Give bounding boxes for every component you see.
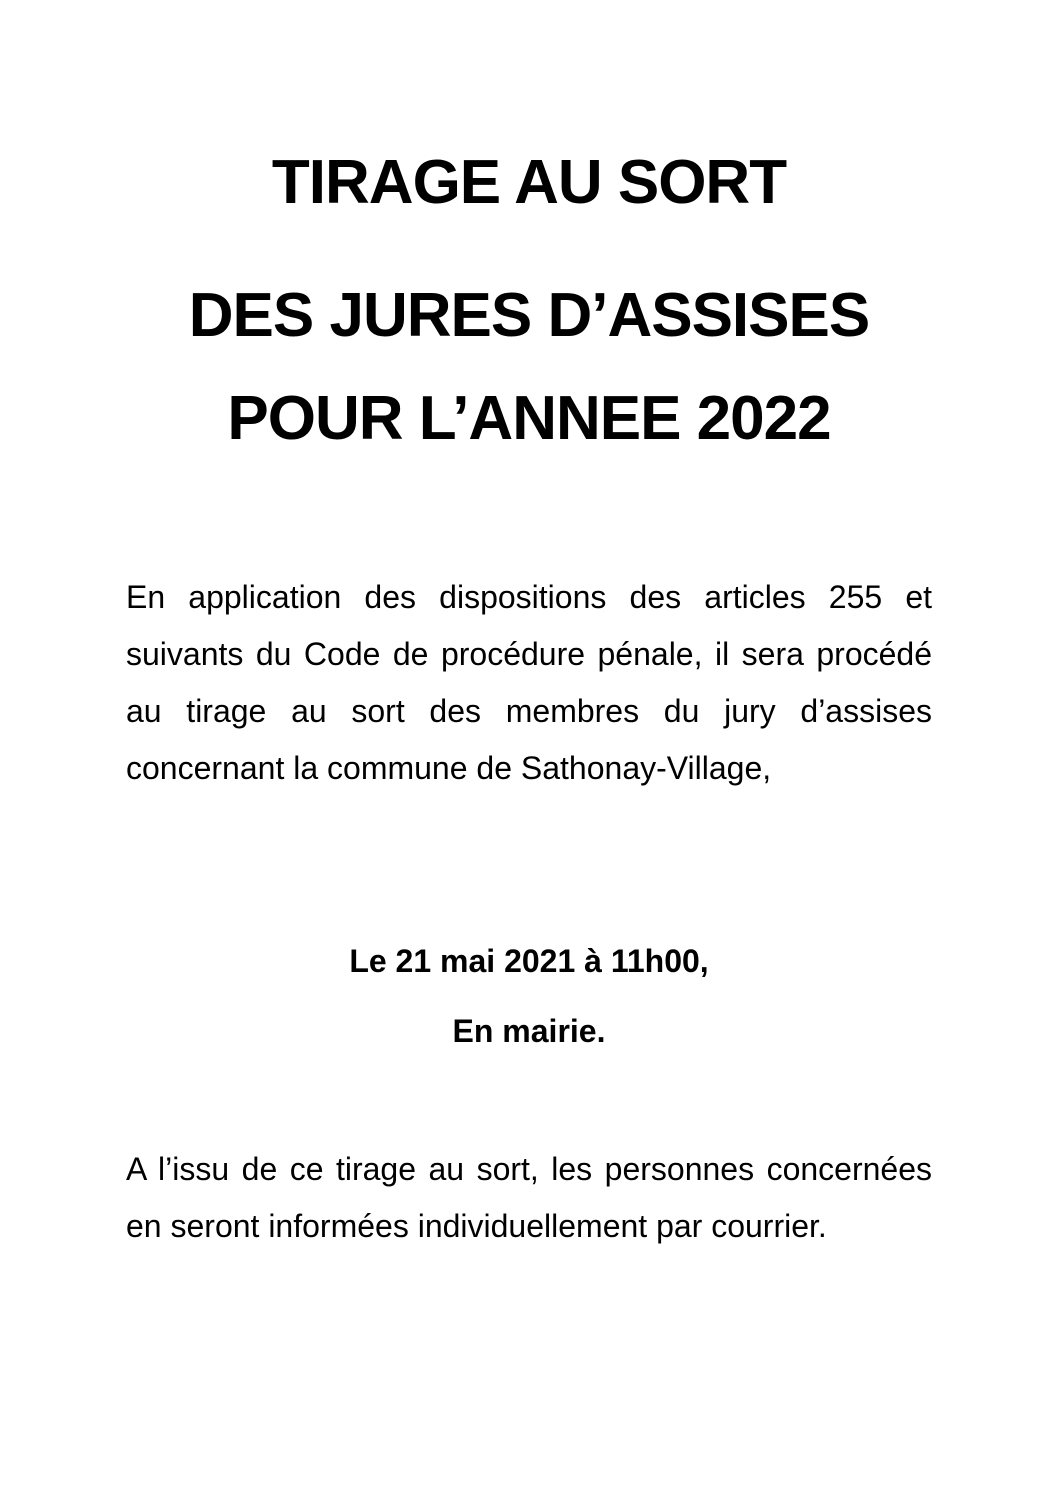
title-line-2: DES JURES D’ASSISES (188, 281, 870, 350)
event-date: Le 21 mai 2021 à 11h00, (349, 943, 709, 979)
outcome-paragraph: A l’issu de ce tirage au sort, les personnes concernées en seront informées individuellement par courrier. (126, 1151, 932, 1244)
event-place: En mairie. (452, 1013, 606, 1049)
title-line-1: TIRAGE AU SORT (271, 148, 787, 217)
intro-paragraph: En application des dispositions des articles 255 et suivants du Code de procédure pénale, il sera procédé au tirage au sort des membres du jury d’assises concernant la commune de Sathonay-Village, (126, 579, 932, 786)
title-line-3: POUR L’ANNEE 2022 (227, 384, 831, 453)
